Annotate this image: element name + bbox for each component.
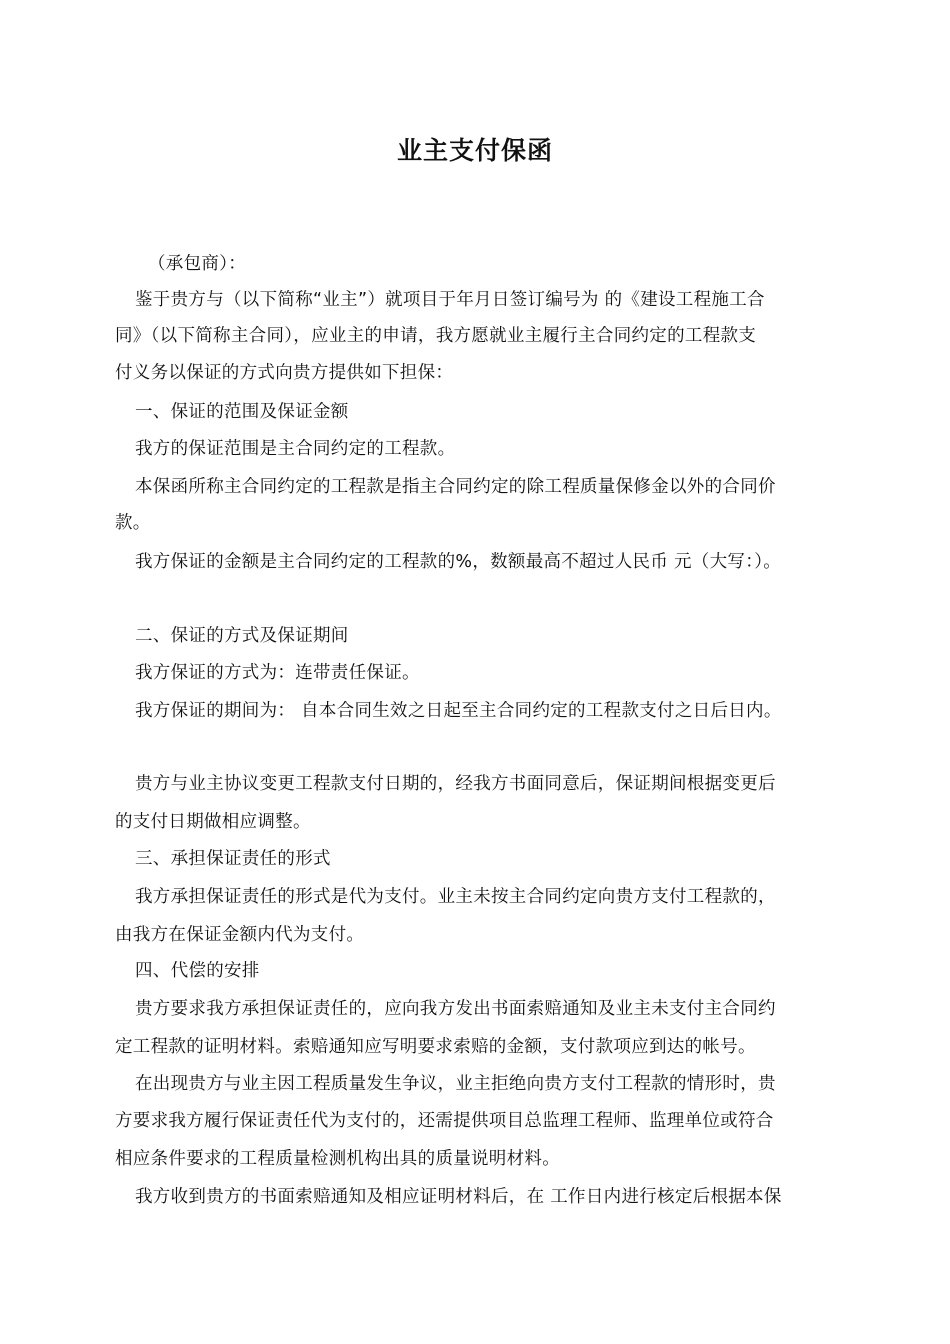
section-heading: 一、保证的范围及保证金额: [135, 402, 349, 422]
section-heading: 二、保证的方式及保证期间: [135, 626, 349, 646]
section-heading: 四、代偿的安排: [135, 961, 260, 981]
paragraph-line: 贵方要求我方承担保证责任的，应向我方发出书面索赔通知及业主未支付主合同约: [135, 999, 776, 1019]
paragraph-line: 相应条件要求的工程质量检测机构出具的质量说明材料。: [115, 1149, 560, 1169]
paragraph-line: 在出现贵方与业主因工程质量发生争议，业主拒绝向贵方支付工程款的情形时，贵: [135, 1074, 776, 1094]
paragraph-line: 我方保证的方式为：连带责任保证。: [135, 663, 420, 683]
paragraph-line: 本保函所称主合同约定的工程款是指主合同约定的除工程质量保修金以外的合同价: [135, 477, 776, 497]
paragraph-line: 我方的保证范围是主合同约定的工程款。: [135, 439, 456, 459]
addressee-line: （承包商）：: [148, 254, 247, 274]
section-heading: 三、承担保证责任的形式: [135, 849, 331, 869]
paragraph-line: 付义务以保证的方式向贵方提供如下担保：: [115, 363, 454, 383]
paragraph-line: 我方保证的金额是主合同约定的工程款的%，数额最高不超过人民币 元（大写：）。: [135, 552, 782, 572]
paragraph-line: 同》（以下简称主合同），应业主的申请，我方愿就业主履行主合同约定的工程款支: [115, 326, 757, 346]
paragraph-line: 方要求我方履行保证责任代为支付的，还需提供项目总监理工程师、监理单位或符合: [115, 1111, 774, 1131]
paragraph-line: 我方收到贵方的书面索赔通知及相应证明材料后，在 工作日内进行核定后根据本保: [135, 1187, 782, 1207]
paragraph-line: 贵方与业主协议变更工程款支付日期的，经我方书面同意后，保证期间根据变更后: [135, 774, 776, 794]
paragraph-line: 款。: [115, 513, 151, 533]
paragraph-line: 由我方在保证金额内代为支付。: [115, 925, 365, 945]
paragraph-line: 我方保证的期间为： 自本合同生效之日起至主合同约定的工程款支付之日后日内。: [135, 701, 782, 721]
document-title: 业主支付保函: [396, 136, 553, 165]
paragraph-line: 鉴于贵方与（以下简称“业主”）就项目于年月日签订编号为 的《建设工程施工合: [135, 290, 765, 310]
paragraph-line: 的支付日期做相应调整。: [115, 812, 311, 832]
paragraph-line: 我方承担保证责任的形式是代为支付。业主未按主合同约定向贵方支付工程款的，: [135, 887, 776, 907]
paragraph-line: 定工程款的证明材料。索赔通知应写明要求索赔的金额，支付款项应到达的帐号。: [115, 1037, 756, 1057]
